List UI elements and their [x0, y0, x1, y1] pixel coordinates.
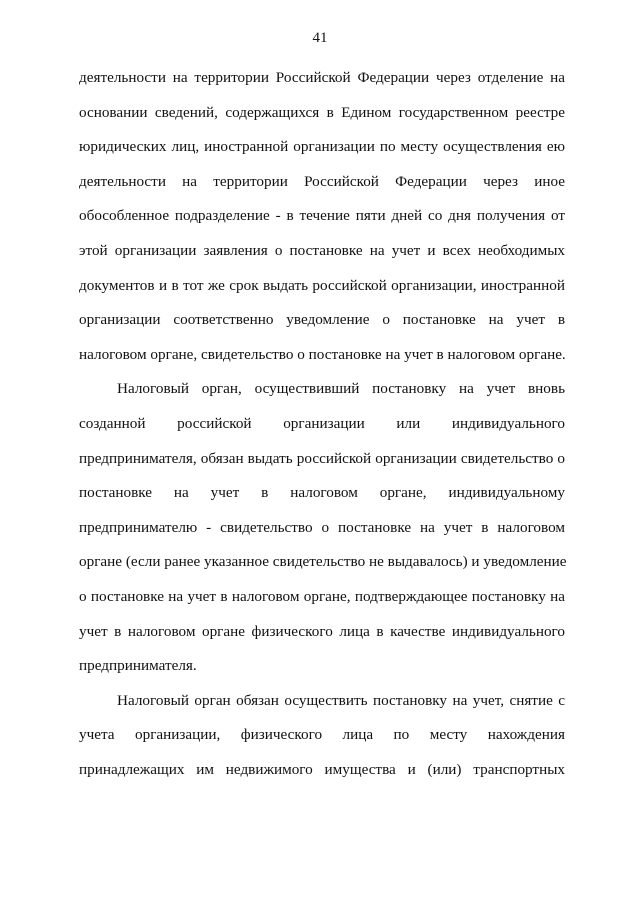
text-line: юридических лиц, иностранной организации по месту осуществления ею [79, 138, 565, 156]
text-line: постановке на учет в налоговом органе, индивидуальному [79, 484, 565, 502]
text-line: органе (если ранее указанное свидетельство не выдавалось) и уведомление [79, 553, 567, 571]
text-line: документов и в тот же срок выдать российской организации, иностранной [79, 276, 565, 294]
paragraph-1 [79, 61, 565, 372]
text-line: учета организации, физического лица по месту нахождения [79, 726, 565, 744]
text-line: организации соответственно уведомление о постановке на учет в [79, 311, 565, 329]
paragraph-3 [79, 684, 565, 788]
text-line: предпринимателя. [79, 657, 197, 675]
text-line: этой организации заявления о постановке на учет и всех необходимых [79, 241, 565, 259]
text-line: о постановке на учет в налоговом органе, подтверждающее постановку на [79, 587, 565, 605]
text-line: деятельности на территории Российской Федерации через иное [79, 172, 565, 190]
text-line: учет в налоговом органе физического лица в качестве индивидуального [79, 622, 565, 640]
text-line: Налоговый орган, осуществивший постановку на учет вновь [117, 380, 565, 398]
document-body [79, 61, 565, 787]
text-line: основании сведений, содержащихся в Едином государственном реестре [79, 103, 565, 121]
text-line: созданной российской организации или индивидуального [79, 414, 565, 432]
paragraph-2 [79, 372, 565, 683]
text-line: предпринимателю - свидетельство о постановке на учет в налоговом [79, 518, 565, 536]
text-line: Налоговый орган обязан осуществить постановку на учет, снятие с [117, 691, 565, 709]
page-number: 41 [312, 30, 328, 46]
text-line: деятельности на территории Российской Федерации через отделение на [79, 69, 565, 86]
text-line: налоговом органе, свидетельство о постановке на учет в налоговом органе. [79, 345, 566, 363]
text-line: принадлежащих им недвижимого имущества и (или) транспортных [79, 760, 565, 778]
text-line: обособленное подразделение - в течение пяти дней со дня получения от [79, 207, 565, 225]
text-line: предпринимателя, обязан выдать российской организации свидетельство о [79, 449, 565, 467]
